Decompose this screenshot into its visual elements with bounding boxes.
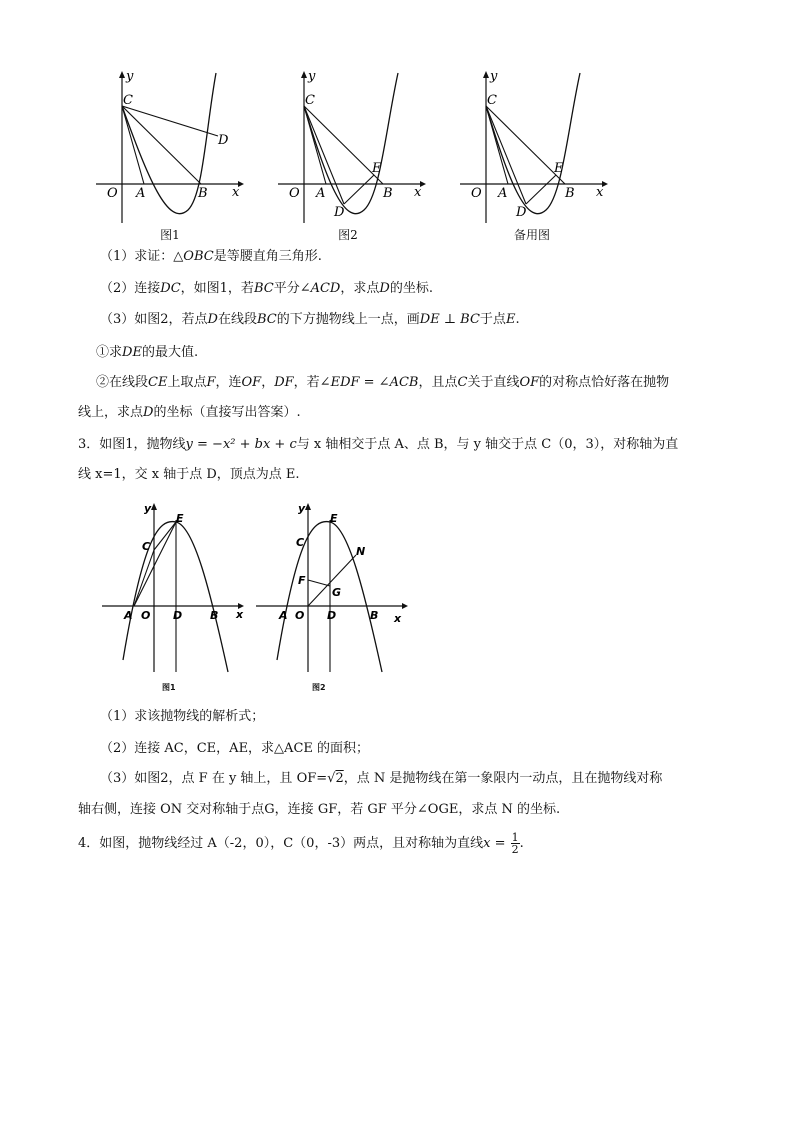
point-d-label: D <box>516 205 527 220</box>
x-axis-label: x <box>596 185 604 200</box>
q2-sub2: ②在线段CE上取点F，连OF，DF，若∠EDF = ∠ACB，且点C关于直线OF的对称点恰好落在抛物 <box>96 375 670 390</box>
q3-figure-1 <box>98 500 248 680</box>
origin-label: O <box>141 609 151 622</box>
point-c-label: C <box>296 536 305 549</box>
q3-part3-line2: 轴右侧，连接 ON 交对称轴于点G，连接 GF，若 GF 平分∠OGE，求点 N 的坐标. <box>78 802 561 817</box>
q3-stem-line2: 线 x=1，交 x 轴于点 D，顶点为点 E. <box>78 467 300 482</box>
point-c-label: C <box>123 93 133 108</box>
q3-stem-line1: 3．如图1，抛物线y = −x² + bx + c与 x 轴相交于点 A、点 B，与 y 轴交于点 C（0，3），对称轴为直 <box>78 437 679 452</box>
figure-2-top <box>270 68 430 228</box>
point-c-label: C <box>142 540 151 553</box>
caption-fig2: 图2 <box>338 228 358 242</box>
point-a-label: A <box>136 186 146 201</box>
point-e-label: E <box>372 161 382 176</box>
point-c-label: C <box>305 93 315 108</box>
point-a-label: A <box>498 186 508 201</box>
point-d-label: D <box>173 609 183 622</box>
figure-spare <box>452 68 612 228</box>
caption-fig1: 图1 <box>160 228 180 242</box>
q3-part1: （1）求该抛物线的解析式； <box>100 709 265 724</box>
figure-1-top <box>88 68 248 228</box>
q3-caption-fig2: 图2 <box>312 683 326 692</box>
origin-label: O <box>295 609 305 622</box>
caption-spare: 备用图 <box>513 228 550 242</box>
q2-sub2-line2: 线上，求点D的坐标（直接写出答案）. <box>78 405 301 420</box>
point-f-label: F <box>298 574 306 587</box>
x-axis-label: x <box>394 612 402 625</box>
origin-label: O <box>289 186 300 201</box>
point-c-label: C <box>487 93 497 108</box>
point-b-label: B <box>565 186 575 201</box>
y-axis-label: y <box>144 502 152 515</box>
point-e-label: E <box>554 161 564 176</box>
point-b-label: B <box>383 186 393 201</box>
point-d-label: D <box>218 133 229 148</box>
q2-part1: （1）求证：△OBC是等腰直角三角形. <box>100 249 322 264</box>
q3-part3: （3）如图2，点 F 在 y 轴上，且 OF=√2，点 N 是抛物线在第一象限内一动点，且在抛物线对称 <box>100 771 663 786</box>
origin-label: O <box>107 186 118 201</box>
point-a-label: A <box>124 609 133 622</box>
point-a-label: A <box>316 186 326 201</box>
q3-part2: （2）连接 AC，CE，AE，求△ACE 的面积； <box>100 741 370 756</box>
x-axis-label: x <box>232 185 240 200</box>
fraction: $\frac{1}{2}$ <box>511 831 519 856</box>
y-axis-label: y <box>308 69 316 84</box>
q3-caption-fig1: 图1 <box>162 683 176 692</box>
point-b-label: B <box>198 186 208 201</box>
q2-part2: （2）连接DC，如图1，若BC平分∠ACD，求点D的坐标. <box>100 281 433 296</box>
point-e-label: E <box>176 512 184 525</box>
x-axis-label: x <box>236 608 244 621</box>
x-axis-label: x <box>414 185 422 200</box>
q2-sub1: ①求DE的最大值. <box>96 345 199 360</box>
point-e-label: E <box>330 512 338 525</box>
y-axis-label: y <box>126 69 134 84</box>
point-b-label: B <box>370 609 379 622</box>
q4-stem: 4．如图，抛物线经过 A（-2，0），C（0，-3）两点，且对称轴为直线x = $\frac{1}{2}$ . <box>78 831 524 856</box>
point-a-label: A <box>279 609 288 622</box>
point-d-label: D <box>334 205 345 220</box>
point-b-label: B <box>210 609 219 622</box>
y-axis-label: y <box>490 69 498 84</box>
point-g-label: G <box>332 586 342 599</box>
point-d-label: D <box>327 609 337 622</box>
y-axis-label: y <box>298 502 306 515</box>
point-n-label: N <box>356 545 366 558</box>
q2-part3: （3）如图2，若点D在线段BC的下方抛物线上一点，画DE ⊥ BC于点E. <box>100 312 520 327</box>
q3-figure-2 <box>252 500 412 680</box>
origin-label: O <box>471 186 482 201</box>
